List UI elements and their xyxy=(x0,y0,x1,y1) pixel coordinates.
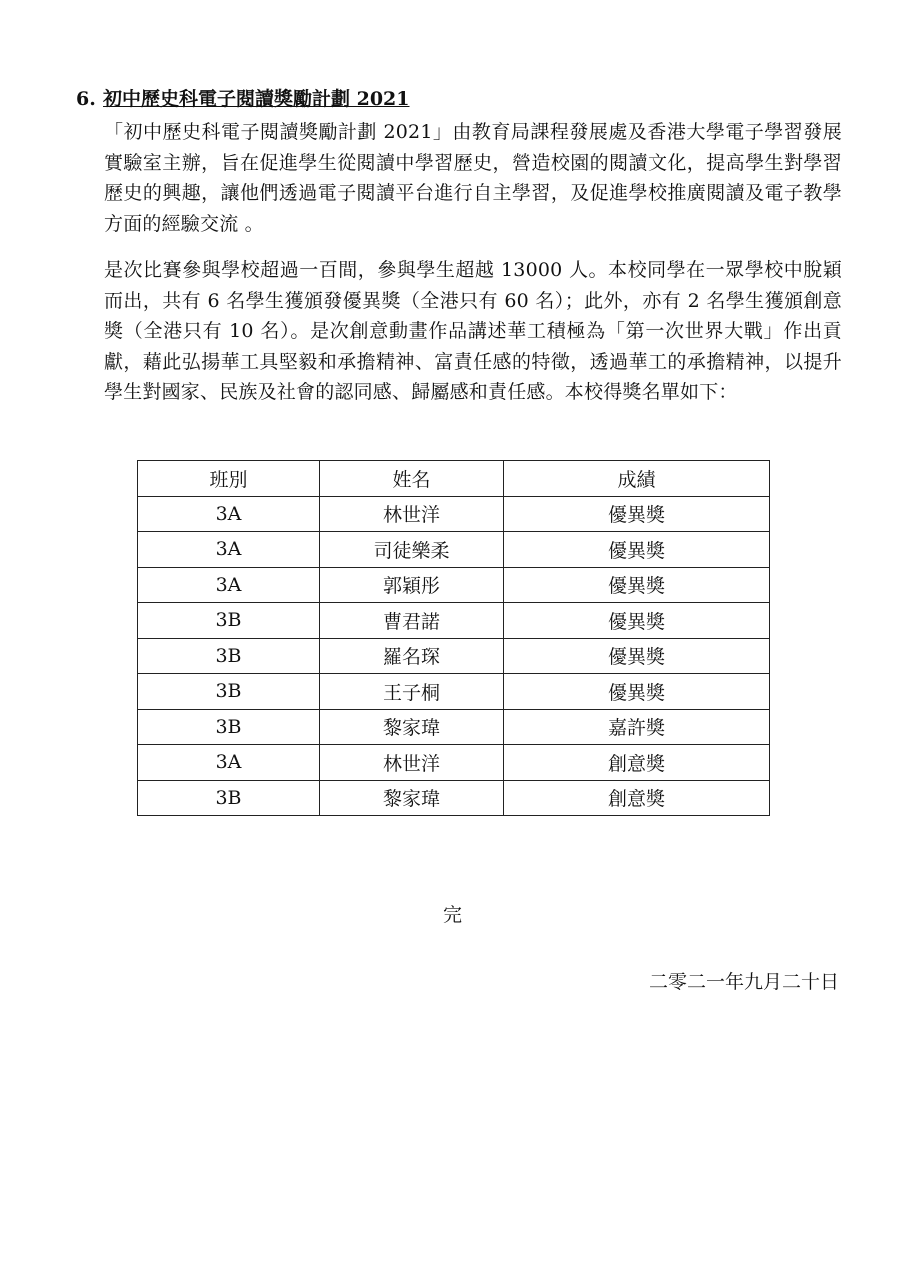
document-date: 二零二一年九月二十日 xyxy=(648,971,839,993)
cell-class: 3B xyxy=(138,780,320,816)
paragraph-results: 是次比賽參與學校超過一百間，參與學生超越 13000 人。本校同學在一眾學校中脫穎而出，共有 6 名學生獲頒發優異獎（全港只有 60 名）；此外，亦有 2 名學生獲頒創意獎（全港只有 10 名）。是次創意動畫作品講述華工積極為「第一次世界大戰」作出貢獻，藉此弘揚華工具堅毅和承擔精神、富責任感的特徵，透過華工的承擔精神，以提升學生對國家、民族及社會的認同感、歸屬感和責任感。本校得獎名單如下： xyxy=(104,259,842,403)
cell-class: 3B xyxy=(138,638,320,674)
table-header-row xyxy=(138,461,770,497)
paragraph-intro: 「初中歷史科電子閱讀獎勵計劃 2021」由教育局課程發展處及香港大學電子學習發展實驗室主辦，旨在促進學生從閱讀中學習歷史，營造校園的閱讀文化，提高學生對學習歷史的興趣，讓他們透過電子閱讀平台進行自主學習，及促進學校推廣閱讀及電子教學方面的經驗交流 。 xyxy=(104,121,842,235)
table-row xyxy=(138,532,770,568)
awards-table xyxy=(137,460,770,816)
cell-result: 創意獎 xyxy=(504,745,770,781)
cell-class: 3A xyxy=(138,567,320,603)
table-row xyxy=(138,745,770,781)
table-row xyxy=(138,709,770,745)
cell-class: 3A xyxy=(138,496,320,532)
section-number: 6. xyxy=(76,88,96,110)
section-title: 初中歷史科電子閱讀獎勵計劃 2021 xyxy=(103,88,410,110)
cell-name: 林世洋 xyxy=(320,745,504,781)
cell-name: 林世洋 xyxy=(320,496,504,532)
cell-class: 3A xyxy=(138,745,320,781)
cell-name: 羅名琛 xyxy=(320,638,504,674)
cell-name: 郭穎彤 xyxy=(320,567,504,603)
cell-result: 優異獎 xyxy=(504,638,770,674)
cell-result: 創意獎 xyxy=(504,780,770,816)
table-row xyxy=(138,496,770,532)
cell-result: 優異獎 xyxy=(504,674,770,710)
awards-table-container xyxy=(137,460,769,816)
table-row xyxy=(138,780,770,816)
cell-name: 王子桐 xyxy=(320,674,504,710)
header-result: 成績 xyxy=(504,461,770,497)
cell-name: 曹君諾 xyxy=(320,603,504,639)
cell-class: 3B xyxy=(138,709,320,745)
cell-result: 優異獎 xyxy=(504,567,770,603)
cell-name: 黎家瑋 xyxy=(320,709,504,745)
table-row xyxy=(138,674,770,710)
cell-class: 3B xyxy=(138,603,320,639)
table-row xyxy=(138,638,770,674)
header-name: 姓名 xyxy=(320,461,504,497)
cell-name: 黎家瑋 xyxy=(320,780,504,816)
cell-result: 優異獎 xyxy=(504,532,770,568)
cell-result: 優異獎 xyxy=(504,603,770,639)
cell-class: 3A xyxy=(138,532,320,568)
section-heading xyxy=(76,86,410,112)
cell-class: 3B xyxy=(138,674,320,710)
header-class: 班別 xyxy=(138,461,320,497)
cell-name: 司徒樂柔 xyxy=(320,532,504,568)
table-row xyxy=(138,603,770,639)
cell-result: 嘉許獎 xyxy=(504,709,770,745)
end-mark: 完 xyxy=(442,904,462,926)
table-row xyxy=(138,567,770,603)
cell-result: 優異獎 xyxy=(504,496,770,532)
